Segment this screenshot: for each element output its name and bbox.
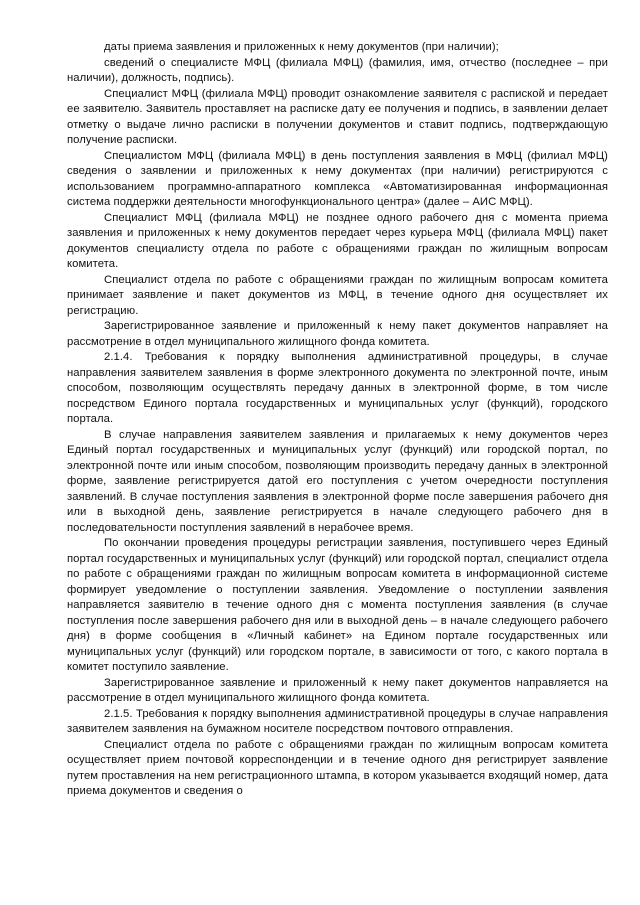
paragraph-ais-registration: Специалистом МФЦ (филиала МФЦ) в день поступления заявления в МФЦ (филиал МФЦ) сведения о заявлении и приложенных к нему документах (при наличии) регистрируются с использованием программно-аппаратного комплекса «Автоматизированная информационная система поддержки деятельности многофункционального центра» (далее – АИС МФЦ). <box>67 149 608 208</box>
paragraph-notification: По окончании проведения процедуры регистрации заявления, поступившего через Единый портал государственных и муниципальных услуг (функций) или городской портал, специалист отдела по работе с обращениями граждан по жилищным вопросам комитета в информационной системе формирует уведомление о поступлении заявления. Уведомление о поступлении заявления направляется заявителю в течение одного дня с момента поступления заявления (в случае поступления после завершения рабочего дня или в выходной день – в начале следующего рабочего дня) в форме сообщения в «Личный кабинет» на Едином портале государственных или муниципальных услуг (функций) или городском портале, в зависимости от того, с какого портала в комитет поступило заявление. <box>67 537 608 673</box>
paragraph-electronic-submission: В случае направления заявителем заявления и прилагаемых к нему документов через Единый портал государственных и муниципальных услуг (функций) или городской портал, по электронной почте или иным способом, позволяющим производить передачу данных в электронной форме, заявление регистрируется датой его поступления с учетом очередности поступления заявлений. В случае поступления заявления в электронной форме после завершения рабочего дня или в выходной день, заявление регистрируется в начале следующего рабочего дня в последовательности поступления заявлений в нерабочее время. <box>67 428 608 534</box>
paragraph-application-date: даты приема заявления и приложенных к нему документов (при наличии); <box>104 41 499 53</box>
paragraph-receipt-acknowledgement: Специалист МФЦ (филиала МФЦ) проводит ознакомление заявителя с распиской и передает ее заявителю. Заявитель проставляет на расписке дату ее получения и подпись, в заявлении делает отметку о выдаче лично расписки в получении документов и ставит подпись, подтверждающую получение расписки. <box>67 87 608 146</box>
paragraph-specialist-info: сведений о специалисте МФЦ (филиала МФЦ) (фамилия, имя, отчество (последнее – при наличии), должность, подпись). <box>67 56 608 84</box>
paragraph-postal-registration: Специалист отдела по работе с обращениями граждан по жилищным вопросам комитета осуществляет прием почтовой корреспонденции и в течение одного дня регистрирует заявление путем проставления на нем регистрационного штампа, в котором указывается входящий номер, дата приема документов и сведения о <box>67 738 608 797</box>
paragraph-courier-transfer: Специалист МФЦ (филиала МФЦ) не позднее одного рабочего дня с момента приема заявления и приложенных к нему документов передает через курьера МФЦ (филиала МФЦ) пакет документов специалисту отдела по работе с обращениями граждан по жилищным вопросам комитета. <box>67 211 608 270</box>
paragraph-forwarding-housing-fund-2: Зарегистрированное заявление и приложенный к нему пакет документов направляется на рассмотрение в отдел муниципального жилищного фонда комитета. <box>67 676 608 704</box>
paragraph-section-2-1-4: 2.1.4. Требования к порядку выполнения административной процедуры, в случае направления заявителем заявления в форме электронного документа по электронной почте, иным способом, позволяющим осуществлять передачу данных в электронной форме, в том числе посредством Единого портала государственных и муниципальных услуг (функций), городского портала. <box>67 351 608 425</box>
paragraph-forwarding-housing-fund: Зарегистрированное заявление и приложенный к нему пакет документов направляет на рассмотрение в отдел муниципального жилищного фонда комитета. <box>67 320 608 348</box>
paragraph-committee-acceptance: Специалист отдела по работе с обращениями граждан по жилищным вопросам комитета принимает заявление и пакет документов из МФЦ, в течение одного дня осуществляет их регистрацию. <box>67 273 608 317</box>
document-page <box>67 40 608 800</box>
paragraph-section-2-1-5: 2.1.5. Требования к порядку выполнения административной процедуры в случае направления заявителем заявления на бумажном носителе посредством почтового отправления. <box>67 707 608 735</box>
